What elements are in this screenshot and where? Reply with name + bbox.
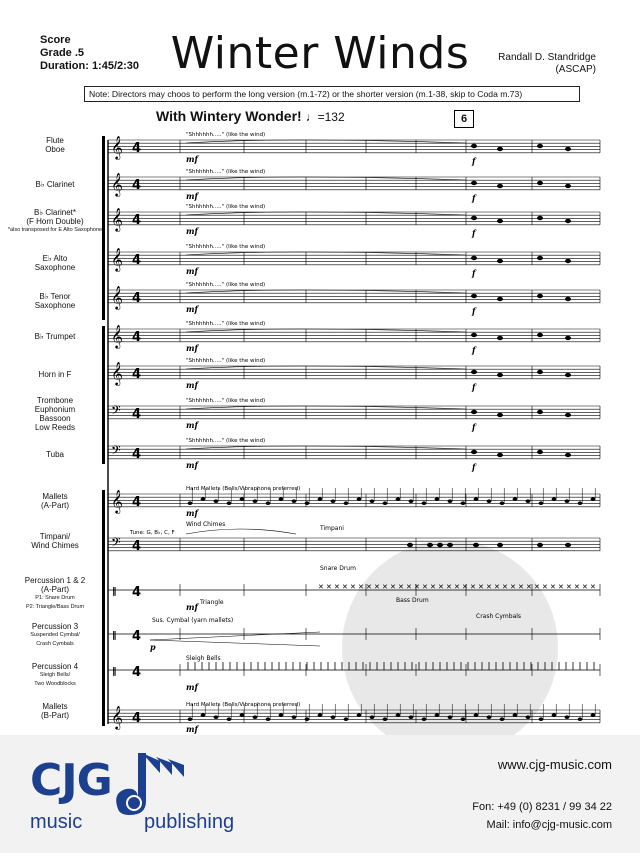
- instrument-label: [0, 136, 110, 154]
- note-head: [318, 713, 323, 717]
- note-head: [435, 713, 440, 717]
- dynamic-p: p: [150, 642, 156, 652]
- instrument-name: B♭ Clarinet: [35, 180, 75, 189]
- note-head: [537, 256, 543, 260]
- wind-line: [186, 252, 466, 255]
- wind-line: [186, 446, 466, 449]
- sus-cymbal-label: Sus. Cymbal (yarn mallets): [152, 617, 234, 624]
- note-head: [526, 499, 531, 503]
- time-signature: 4: [132, 330, 142, 345]
- note-head: [318, 497, 323, 501]
- note-head: [427, 543, 433, 547]
- treble-clef-icon: 𝄞: [111, 285, 123, 309]
- wind-sound-instruction: "Shhhhhh....." (like the wind): [186, 358, 266, 364]
- time-signature: 4: [132, 213, 142, 228]
- dynamic-mf: mf: [186, 460, 198, 470]
- note-head: [552, 713, 557, 717]
- dynamic-f: f: [472, 193, 476, 203]
- wind-sound-instruction: "Shhhhhh....." (like the wind): [186, 438, 266, 444]
- note-head: [565, 184, 571, 188]
- note-head: [461, 501, 466, 505]
- snare-note: ✕: [382, 583, 388, 591]
- note-head: [537, 543, 543, 547]
- note-head: [591, 713, 596, 717]
- note-head: [201, 497, 206, 501]
- note-head: [448, 499, 453, 503]
- dynamic-f: f: [472, 382, 476, 392]
- note-head: [565, 259, 571, 263]
- instrument-name: Horn in F: [38, 370, 72, 379]
- snare-note: ✕: [374, 583, 380, 591]
- wind-line: [186, 140, 466, 143]
- brass-bracket: [102, 326, 105, 464]
- grade-label: Grade .5: [40, 47, 85, 59]
- wind-line: [186, 177, 466, 180]
- mallet-instruction: Hard Mallets (Bells/Vibraphone preferred): [186, 486, 301, 492]
- treble-clef-icon: 𝄞: [111, 324, 123, 348]
- duration-label: Duration: 1:45/2:30: [40, 60, 140, 72]
- snare-note: ✕: [526, 583, 532, 591]
- percussion-clef-icon: ‖: [112, 667, 117, 677]
- note-head: [435, 497, 440, 501]
- note-head: [279, 713, 284, 717]
- crescendo-hairpin: [150, 632, 320, 640]
- instrument-name: Percussion 1 & 2 (A-Part): [24, 576, 86, 594]
- note-head: [497, 184, 503, 188]
- snare-note: ✕: [534, 583, 540, 591]
- snare-note: ✕: [558, 583, 564, 591]
- note-head: [227, 501, 232, 505]
- note-head: [437, 543, 443, 547]
- snare-note: ✕: [566, 583, 572, 591]
- time-signature: 4: [132, 253, 142, 268]
- instrument-label: [0, 450, 110, 459]
- note-head: [497, 543, 503, 547]
- time-signature: 4: [132, 711, 142, 726]
- note-head: [539, 501, 544, 505]
- note-head: [471, 450, 477, 454]
- logo-publishing-text: publishing: [144, 811, 235, 833]
- note-head: [565, 453, 571, 457]
- note-head: [537, 181, 543, 185]
- note-head: [500, 501, 505, 505]
- dynamic-mf: mf: [186, 191, 198, 201]
- note-head: [422, 501, 427, 505]
- note-head: [471, 181, 477, 185]
- snare-note: ✕: [406, 583, 412, 591]
- snare-note: ✕: [462, 583, 468, 591]
- logo-music-text: music: [30, 811, 83, 833]
- tempo-bpm: =132: [317, 110, 345, 124]
- wind-line: [186, 329, 466, 332]
- dynamic-f: f: [472, 268, 476, 278]
- note-head: [331, 499, 336, 503]
- snare-note: ✕: [550, 583, 556, 591]
- note-head: [497, 373, 503, 377]
- instrument-label: [0, 254, 110, 272]
- website-link[interactable]: www.cjg-music.com: [497, 757, 612, 772]
- snare-note: ✕: [478, 583, 484, 591]
- snare-note: ✕: [494, 583, 500, 591]
- instrument-name: Flute Oboe: [45, 136, 65, 154]
- time-signature: 4: [132, 665, 142, 680]
- phone-number: Fon: +49 (0) 8231 / 99 34 22: [472, 801, 612, 813]
- snare-note: ✕: [430, 583, 436, 591]
- note-head: [565, 543, 571, 547]
- dynamic-mf: mf: [186, 343, 198, 353]
- note-head: [214, 499, 219, 503]
- note-head: [474, 713, 479, 717]
- treble-clef-icon: 𝄞: [111, 207, 123, 231]
- snare-note: ✕: [366, 583, 372, 591]
- note-head: [448, 715, 453, 719]
- note-head: [565, 499, 570, 503]
- instrument-label: [0, 532, 110, 550]
- note-head: [487, 499, 492, 503]
- snare-note: ✕: [446, 583, 452, 591]
- snare-note: ✕: [510, 583, 516, 591]
- note-head: [357, 713, 362, 717]
- snare-drum-label: Snare Drum: [320, 565, 356, 572]
- snare-note: ✕: [318, 583, 324, 591]
- instrument-label: [0, 622, 110, 649]
- note-head: [422, 717, 427, 721]
- note-head: [474, 497, 479, 501]
- music-note-logo-icon: [112, 749, 192, 815]
- note-head: [471, 144, 477, 148]
- note-head: [537, 333, 543, 337]
- note-head: [447, 543, 453, 547]
- snare-note: ✕: [518, 583, 524, 591]
- time-signature: 4: [132, 629, 142, 644]
- time-signature: 4: [132, 178, 142, 193]
- dynamic-mf: mf: [186, 304, 198, 314]
- note-head: [240, 497, 245, 501]
- treble-clef-icon: 𝄞: [111, 705, 123, 729]
- instrument-name: Trombone Euphonium Bassoon Low Reeds: [34, 396, 76, 432]
- instrument-name: Tuba: [46, 450, 64, 459]
- note-head: [331, 715, 336, 719]
- wind-sound-instruction: "Shhhhhh....." (like the wind): [186, 282, 266, 288]
- time-signature: 4: [132, 539, 142, 554]
- time-signature: 4: [132, 141, 142, 156]
- instrument-label: [0, 702, 110, 720]
- instrument-name: Percussion 4: [31, 662, 79, 671]
- treble-clef-icon: 𝄞: [111, 135, 123, 159]
- dynamic-mf: mf: [186, 420, 198, 430]
- note-head: [266, 501, 271, 505]
- note-head: [357, 497, 362, 501]
- snare-note: ✕: [398, 583, 404, 591]
- note-head: [471, 216, 477, 220]
- dynamic-f: f: [472, 306, 476, 316]
- note-head: [473, 543, 479, 547]
- wind-line: [186, 406, 466, 409]
- note-head: [201, 713, 206, 717]
- note-head: [471, 333, 477, 337]
- score-label: Score: [40, 34, 71, 46]
- wind-sound-instruction: "Shhhhhh....." (like the wind): [186, 204, 266, 210]
- note-head: [266, 717, 271, 721]
- composer-society: (ASCAP): [555, 64, 596, 75]
- composer-name: Randall D. Standridge: [498, 52, 596, 63]
- performance-note: Note: Directors may choos to perform the long version (m.1-72) or the shorter version (m.1-38, skip to Coda m.73): [84, 86, 580, 102]
- instrument-subtitle: P1: Snare Drum P2: Triangle/Bass Drum: [25, 595, 85, 610]
- note-head: [497, 297, 503, 301]
- dynamic-mf: mf: [186, 602, 198, 612]
- note-head: [279, 497, 284, 501]
- sleigh-bells-label: Sleigh Bells: [186, 655, 221, 662]
- note-head: [537, 144, 543, 148]
- note-head: [537, 216, 543, 220]
- note-head: [471, 294, 477, 298]
- instrument-label: [0, 576, 110, 612]
- wind-sound-instruction: "Shhhhhh....." (like the wind): [186, 321, 266, 327]
- snare-note: ✕: [350, 583, 356, 591]
- wind-sound-instruction: "Shhhhhh....." (like the wind): [186, 169, 266, 175]
- snare-note: ✕: [502, 583, 508, 591]
- dynamic-f: f: [472, 228, 476, 238]
- dynamic-f: f: [472, 462, 476, 472]
- snare-note: ✕: [342, 583, 348, 591]
- instrument-subtitle: *also transposed for E Alto Saxophone: [7, 227, 103, 233]
- instrument-name: B♭ Tenor Saxophone: [34, 292, 76, 310]
- note-head: [497, 259, 503, 263]
- instrument-name: Percussion 3: [31, 622, 79, 631]
- instrument-name: B♭ Clarinet* (F Horn Double): [26, 208, 84, 226]
- note-head: [565, 336, 571, 340]
- note-head: [407, 543, 413, 547]
- note-head: [409, 715, 414, 719]
- note-head: [487, 715, 492, 719]
- note-head: [461, 717, 466, 721]
- note-head: [396, 713, 401, 717]
- instrument-name: Mallets (B-Part): [41, 702, 69, 720]
- note-head: [565, 147, 571, 151]
- treble-clef-icon: 𝄞: [111, 489, 123, 513]
- instrument-name: Mallets (A-Part): [41, 492, 69, 510]
- crescendo-hairpin: [150, 640, 320, 646]
- note-head: [344, 717, 349, 721]
- treble-clef-icon: 𝄞: [111, 247, 123, 271]
- instrument-name: Timpani/ Wind Chimes: [31, 532, 79, 550]
- note-head: [396, 497, 401, 501]
- note-head: [370, 499, 375, 503]
- bass-clef-icon: 𝄢: [111, 535, 121, 553]
- email-address[interactable]: Mail: info@cjg-music.com: [486, 819, 612, 831]
- dynamic-mf: mf: [186, 508, 198, 518]
- note-head: [370, 715, 375, 719]
- bass-drum-label: Bass Drum: [396, 597, 429, 604]
- wind-sound-instruction: "Shhhhhh....." (like the wind): [186, 398, 266, 404]
- note-head: [497, 453, 503, 457]
- snare-note: ✕: [422, 583, 428, 591]
- note-head: [513, 497, 518, 501]
- chimes-tie: [186, 529, 296, 534]
- rehearsal-mark: 6: [454, 110, 474, 128]
- note-head: [305, 717, 310, 721]
- instrument-name: E♭ Alto Saxophone: [34, 254, 76, 272]
- dynamic-f: f: [472, 156, 476, 166]
- snare-note: ✕: [438, 583, 444, 591]
- instrument-label: [0, 208, 110, 235]
- dynamic-f: f: [472, 422, 476, 432]
- snare-note: ✕: [390, 583, 396, 591]
- note-head: [383, 501, 388, 505]
- note-head: [565, 219, 571, 223]
- instrument-label: [0, 370, 110, 379]
- note-head: [227, 717, 232, 721]
- snare-note: ✕: [454, 583, 460, 591]
- note-head: [591, 497, 596, 501]
- snare-note: ✕: [590, 583, 596, 591]
- wind-line: [186, 290, 466, 293]
- note-head: [578, 501, 583, 505]
- instrument-label: [0, 396, 110, 432]
- note-head: [513, 713, 518, 717]
- note-head: [292, 715, 297, 719]
- note-head: [537, 410, 543, 414]
- snare-note: ✕: [326, 583, 332, 591]
- publisher-footer: [0, 735, 640, 853]
- note-head: [578, 717, 583, 721]
- dynamic-mf: mf: [186, 154, 198, 164]
- note-head: [409, 499, 414, 503]
- dynamic-mf: mf: [186, 380, 198, 390]
- note-head: [497, 147, 503, 151]
- dynamic-mf: mf: [186, 682, 198, 692]
- snare-note: ✕: [542, 583, 548, 591]
- dynamic-mf: mf: [186, 226, 198, 236]
- publisher-logo: CJG: [30, 755, 112, 806]
- note-head: [526, 715, 531, 719]
- instrument-subtitle: Sleigh Bells/ Two Woodblocks: [34, 672, 76, 687]
- quarter-note-icon: ♩: [305, 110, 318, 124]
- note-head: [537, 370, 543, 374]
- note-head: [537, 294, 543, 298]
- note-head: [497, 219, 503, 223]
- time-signature: 4: [132, 367, 142, 382]
- dynamic-f: f: [472, 345, 476, 355]
- note-head: [565, 413, 571, 417]
- treble-clef-icon: 𝄞: [111, 361, 123, 385]
- time-signature: 4: [132, 407, 142, 422]
- instrument-label: [0, 292, 110, 310]
- wind-sound-instruction: "Shhhhhh....." (like the wind): [186, 244, 266, 250]
- percussion-clef-icon: ‖: [112, 631, 117, 641]
- note-head: [539, 717, 544, 721]
- note-head: [471, 410, 477, 414]
- wind-line: [186, 212, 466, 215]
- instrument-name: B♭ Trumpet: [34, 332, 76, 341]
- time-signature: 4: [132, 291, 142, 306]
- wind-sound-instruction: "Shhhhhh....." (like the wind): [186, 132, 266, 138]
- snare-note: ✕: [414, 583, 420, 591]
- bass-clef-icon: 𝄢: [111, 443, 121, 461]
- time-signature: 4: [132, 447, 142, 462]
- note-head: [471, 370, 477, 374]
- note-head: [383, 717, 388, 721]
- instrument-label: [0, 332, 110, 341]
- instrument-label: [0, 180, 110, 189]
- snare-note: ✕: [470, 583, 476, 591]
- note-head: [344, 501, 349, 505]
- note-head: [497, 336, 503, 340]
- timpani-label: Timpani: [320, 525, 344, 532]
- crash-cymbals-label: Crash Cymbals: [476, 613, 522, 620]
- percussion-clef-icon: ‖: [112, 587, 117, 597]
- note-head: [214, 715, 219, 719]
- time-signature: 4: [132, 495, 142, 510]
- note-head: [305, 501, 310, 505]
- tempo-text: With Wintery Wonder!: [156, 108, 302, 124]
- snare-note: ✕: [358, 583, 364, 591]
- treble-clef-icon: 𝄞: [111, 172, 123, 196]
- time-signature: 4: [132, 585, 142, 600]
- instrument-label: [0, 662, 110, 689]
- note-head: [292, 499, 297, 503]
- note-head: [565, 373, 571, 377]
- wind-line: [186, 366, 466, 369]
- dynamic-mf: mf: [186, 724, 198, 734]
- snare-note: ✕: [574, 583, 580, 591]
- timpani-tuning: Tune: G, B♭, C, F: [130, 530, 175, 536]
- note-head: [471, 256, 477, 260]
- wind-chimes-label: Wind Chimes: [186, 521, 226, 528]
- dynamic-mf: mf: [186, 266, 198, 276]
- note-head: [253, 499, 258, 503]
- note-head: [240, 713, 245, 717]
- note-head: [552, 497, 557, 501]
- note-head: [188, 501, 193, 505]
- note-head: [565, 297, 571, 301]
- instrument-label: [0, 492, 110, 510]
- note-head: [188, 717, 193, 721]
- snare-note: ✕: [582, 583, 588, 591]
- note-head: [253, 715, 258, 719]
- piece-title: Winter Winds: [170, 28, 470, 79]
- triangle-label: Triangle: [200, 599, 224, 606]
- note-head: [565, 715, 570, 719]
- snare-note: ✕: [334, 583, 340, 591]
- note-head: [537, 450, 543, 454]
- snare-note: ✕: [486, 583, 492, 591]
- mallet-instruction: Hard Mallets (Bells/Vibraphone preferred): [186, 702, 301, 708]
- bass-clef-icon: 𝄢: [111, 403, 121, 421]
- note-head: [500, 717, 505, 721]
- instrument-subtitle: Suspended Cymbal/ Crash Cymbals: [30, 632, 80, 647]
- note-head: [497, 413, 503, 417]
